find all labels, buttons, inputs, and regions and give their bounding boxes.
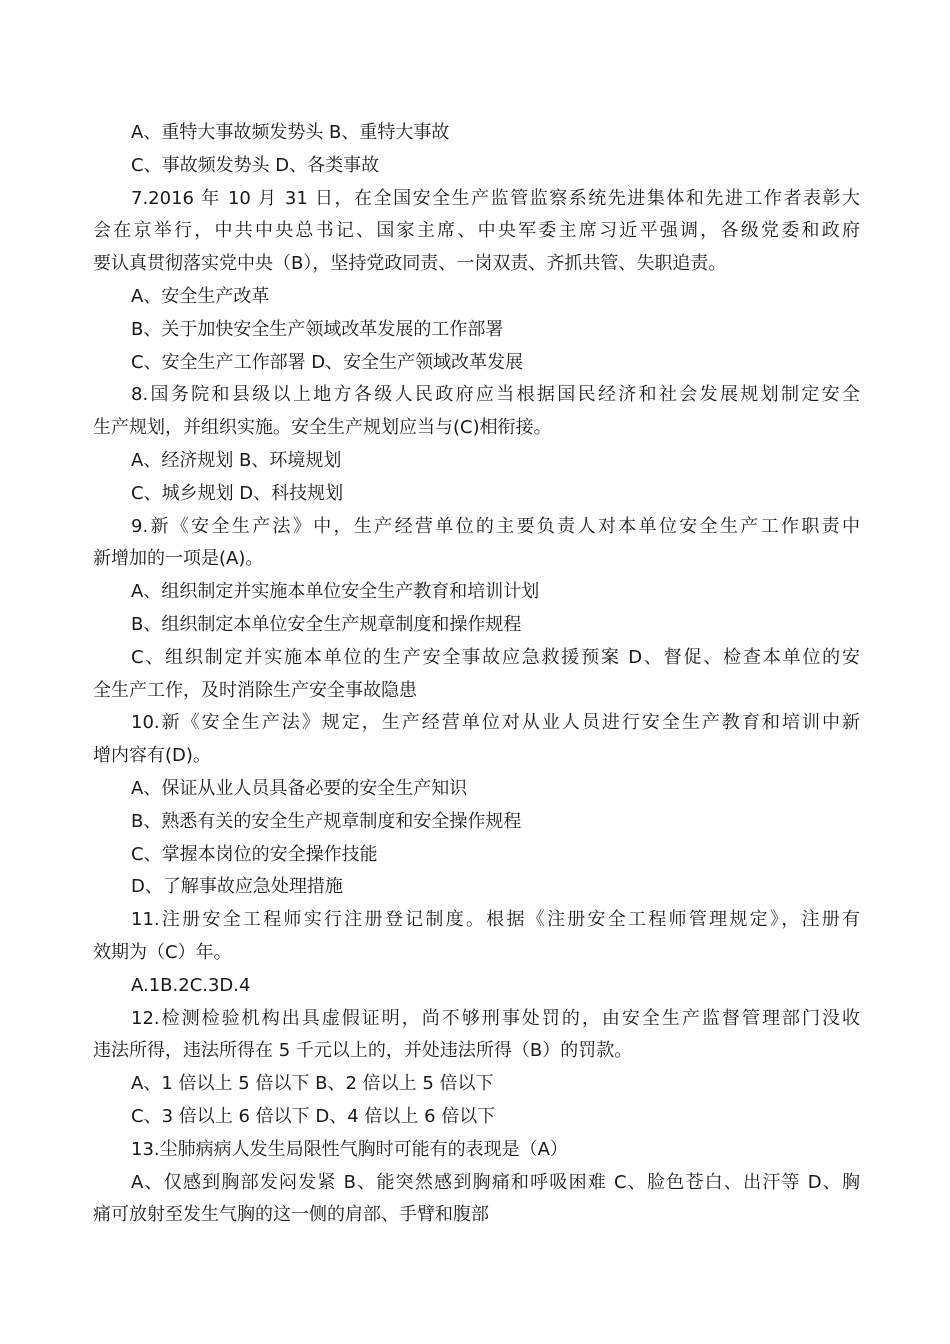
question-10: 10.新《安全生产法》规定，生产经营单位对从业人员进行安全生产教育和培训中新	[131, 712, 860, 734]
question-8: 8.国务院和县级以上地方各级人民政府应当根据国民经济和社会发展规划制定安全	[131, 384, 860, 406]
option-line: A、1 倍以上 5 倍以下 B、2 倍以上 5 倍以下	[131, 1073, 494, 1095]
option-line: B、关于加快安全生产领域改革发展的工作部署	[131, 318, 504, 340]
option-line: A.1B.2C.3D.4	[131, 974, 251, 996]
option-line: C、掌握本岗位的安全操作技能	[131, 843, 378, 865]
option-line: A、安全生产改革	[131, 285, 270, 307]
option-line: A、经济规划 B、环境规划	[131, 449, 342, 471]
option-line: A、仅感到胸部发闷发紧 B、能突然感到胸痛和呼吸困难 C、脸色苍白、出汗等 D、胸	[131, 1171, 860, 1193]
question-7-cont: 会在京举行，中共中央总书记、国家主席、中央军委主席习近平强调，各级党委和政府	[93, 220, 860, 242]
question-13: 13.尘肺病病人发生局限性气胸时可能有的表现是（A）	[131, 1138, 568, 1160]
question-9-cont: 新增加的一项是(A)。	[93, 548, 264, 570]
question-8-cont: 生产规划，并组织实施。安全生产规划应当与(C)相衔接。	[93, 417, 552, 439]
question-9: 9.新《安全生产法》中，生产经营单位的主要负责人对本单位安全生产工作职责中	[131, 515, 860, 537]
question-12: 12.检测检验机构出具虚假证明，尚不够刑事处罚的，由安全生产监督管理部门没收	[131, 1007, 860, 1029]
question-11: 11.注册安全工程师实行注册登记制度。根据《注册安全工程师管理规定》，注册有	[131, 909, 860, 931]
option-line: A、组织制定并实施本单位安全生产教育和培训计划	[131, 581, 540, 603]
option-line: B、熟悉有关的安全生产规章制度和安全操作规程	[131, 810, 522, 832]
option-line: A、重特大事故频发势头 B、重特大事故	[131, 122, 450, 143]
question-7: 7.2016 年 10 月 31 日，在全国安全生产监管监察系统先进集体和先进工作者表彰大	[131, 187, 860, 209]
option-line-cont: 全生产工作，及时消除生产安全事故隐患	[93, 679, 417, 701]
option-line-cont: 痛可放射至发生气胸的这一侧的肩部、手臂和腹部	[93, 1204, 489, 1226]
option-line: A、保证从业人员具备必要的安全生产知识	[131, 777, 468, 799]
option-line: C、安全生产工作部署 D、安全生产领域改革发展	[131, 351, 524, 373]
option-line: C、事故频发势头 D、各类事故	[131, 154, 380, 176]
option-line: C、组织制定并实施本单位的生产安全事故应急救援预案 D、督促、检查本单位的安	[131, 646, 860, 668]
question-12-cont: 违法所得，违法所得在 5 千元以上的，并处违法所得（B）的罚款。	[93, 1040, 633, 1062]
option-line: B、组织制定本单位安全生产规章制度和操作规程	[131, 613, 522, 635]
option-line: C、城乡规划 D、科技规划	[131, 482, 344, 504]
question-11-cont: 效期为（C）年。	[93, 941, 232, 963]
option-line: C、3 倍以上 6 倍以下 D、4 倍以上 6 倍以下	[131, 1105, 496, 1127]
question-10-cont: 增内容有(D)。	[93, 745, 211, 767]
option-line: D、了解事故应急处理措施	[131, 876, 343, 898]
question-7-cont: 要认真贯彻落实党中央（B），坚持党政同责、一岗双责、齐抓共管、失职追责。	[93, 253, 727, 275]
document-page	[93, 117, 860, 1232]
